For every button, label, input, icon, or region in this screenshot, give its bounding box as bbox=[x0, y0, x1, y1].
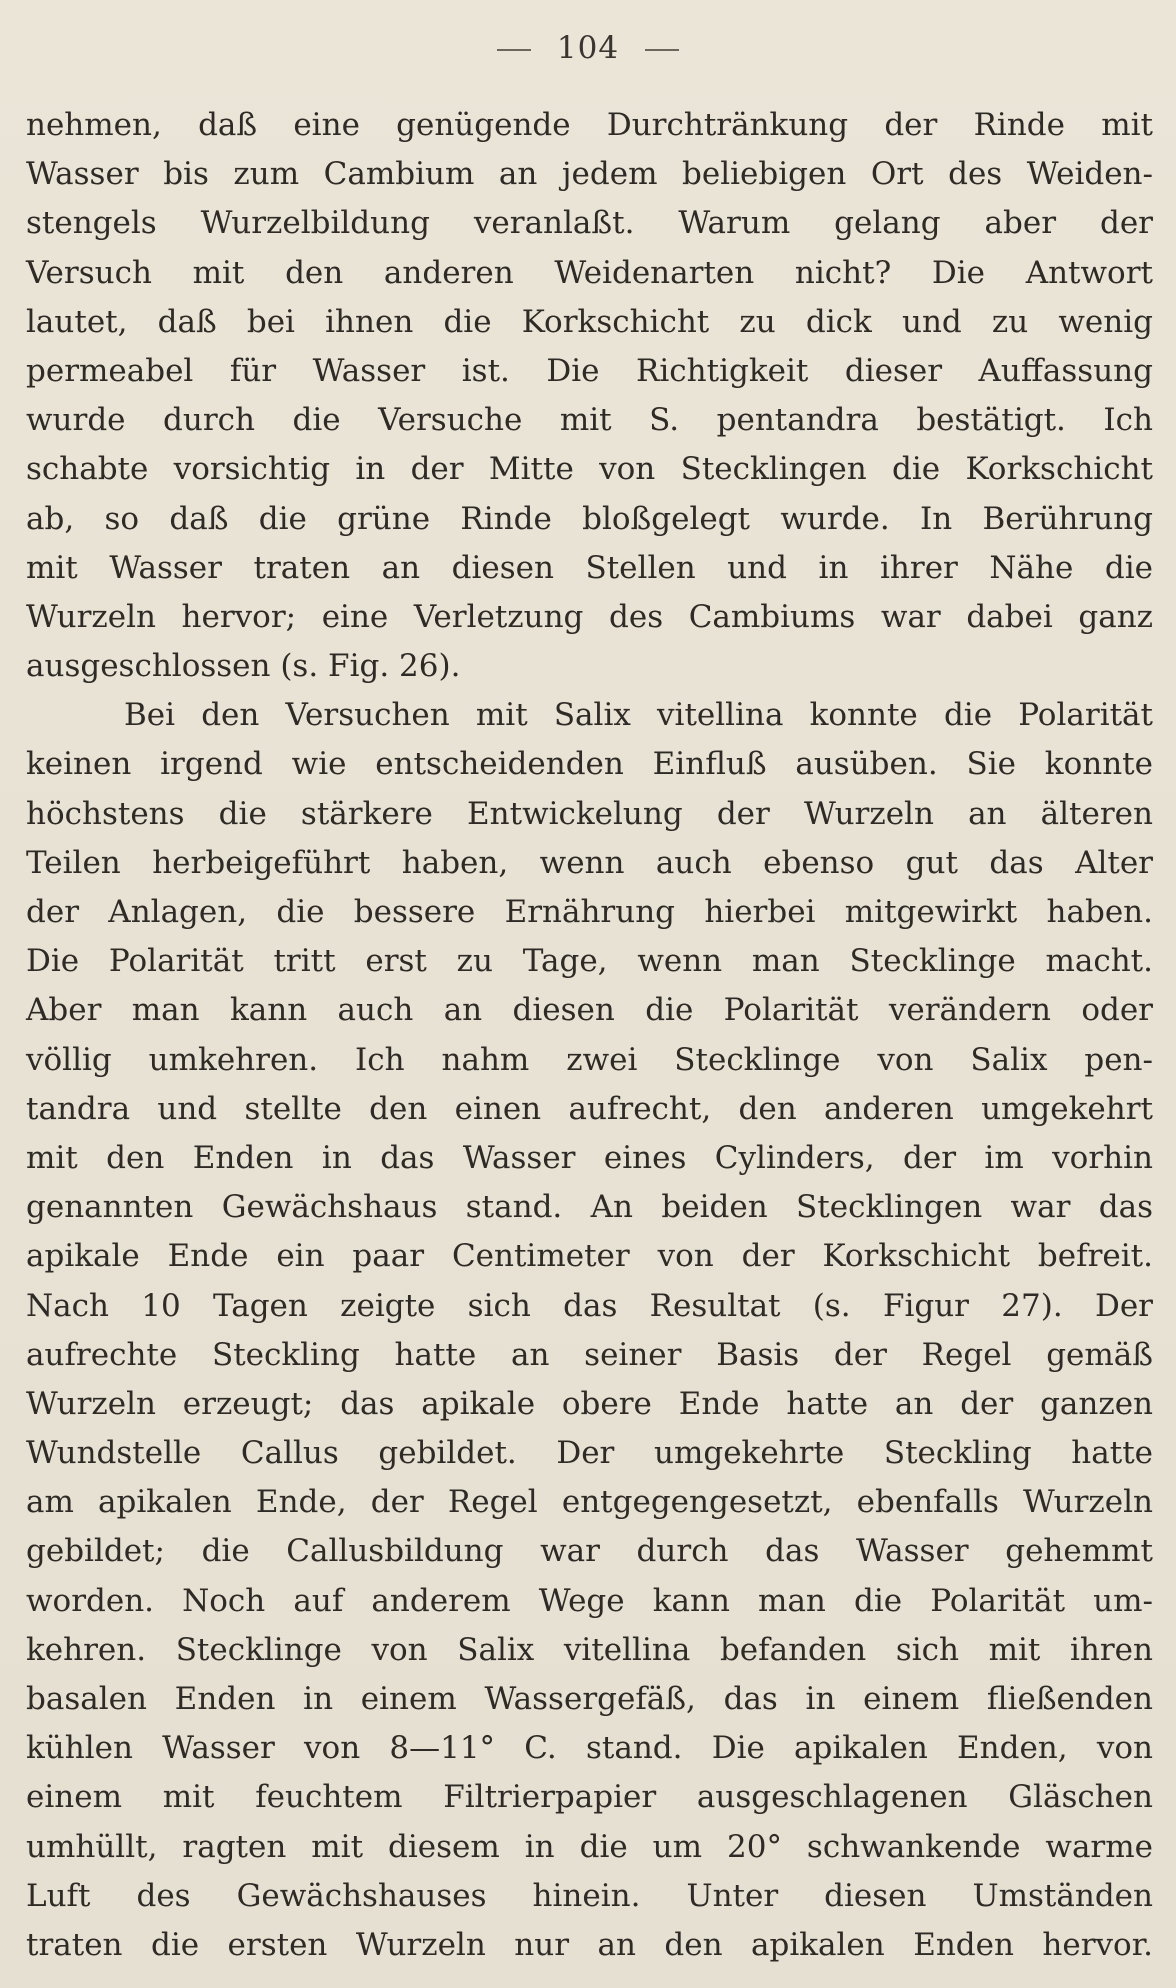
paragraph-start-line: Bei den Versuchen mit Salix vitellina konnte die Polarität bbox=[124, 697, 1153, 734]
text-line: Teilen herbeigeführt haben, wenn auch ebenso gut das Alter bbox=[26, 844, 1153, 881]
text-line: kehren. Stecklinge von Salix vitellina befanden sich mit ihren bbox=[26, 1631, 1153, 1668]
text-line: keinen irgend wie entscheidenden Einfluß ausüben. Sie konnte bbox=[26, 746, 1153, 783]
page-number bbox=[0, 30, 1176, 66]
text-line: traten die ersten Wurzeln nur an den apikalen Enden hervor. bbox=[26, 1926, 1153, 1963]
text-line: am apikalen Ende, der Regel entgegengesetzt, ebenfalls Wurzeln bbox=[26, 1484, 1153, 1521]
text-line: umhüllt, ragten mit diesem in die um 20° schwankende warme bbox=[26, 1828, 1153, 1865]
text-line: ab, so daß die grüne Rinde bloßgelegt wurde. In Berührung bbox=[26, 500, 1153, 537]
text-line: gebildet; die Callusbildung war durch das Wasser gehemmt bbox=[26, 1533, 1153, 1570]
paragraph-end-line: ausgeschlossen (s. Fig. 26). bbox=[26, 648, 461, 685]
text-line: Wasser bis zum Cambium an jedem beliebigen Ort des Weiden- bbox=[26, 156, 1153, 193]
text-line: lautet, daß bei ihnen die Korkschicht zu dick und zu wenig bbox=[26, 303, 1153, 340]
text-line: Wundstelle Callus gebildet. Der umgekehrte Steckling hatte bbox=[26, 1435, 1153, 1472]
text-line: Nach 10 Tagen zeigte sich das Resultat (s. Figur 27). Der bbox=[26, 1287, 1153, 1324]
text-line: der Anlagen, die bessere Ernährung hierbei mitgewirkt haben. bbox=[26, 894, 1153, 930]
page-number-value: 104 bbox=[556, 30, 620, 66]
text-line: stengels Wurzelbildung veranlaßt. Warum gelang aber der bbox=[26, 205, 1153, 242]
text-line: genannten Gewächshaus stand. An beiden Stecklingen war das bbox=[26, 1189, 1153, 1226]
text-line: Luft des Gewächshauses hinein. Unter diesen Umständen bbox=[26, 1877, 1153, 1914]
text-line: permeabel für Wasser ist. Die Richtigkeit dieser Auffassung bbox=[26, 352, 1153, 389]
text-line: Versuch mit den anderen Weidenarten nicht? Die Antwort bbox=[26, 254, 1153, 291]
text-line: nehmen, daß eine genügende Durchtränkung der Rinde mit bbox=[26, 107, 1153, 143]
text-line: Wurzeln hervor; eine Verletzung des Cambiums war dabei ganz bbox=[26, 598, 1153, 635]
text-line: Die Polarität tritt erst zu Tage, wenn man Stecklinge macht. bbox=[26, 943, 1153, 980]
text-line: einem mit feuchtem Filtrierpapier ausgeschlagenen Gläschen bbox=[26, 1779, 1153, 1816]
right-dash bbox=[645, 49, 679, 51]
left-dash bbox=[497, 49, 531, 51]
text-line: worden. Noch auf anderem Wege kann man die Polarität um- bbox=[26, 1582, 1153, 1619]
text-line: kühlen Wasser von 8—11° C. stand. Die apikalen Enden, von bbox=[26, 1730, 1153, 1767]
text-line: Wurzeln erzeugt; das apikale obere Ende hatte an der ganzen bbox=[26, 1385, 1153, 1422]
text-line: mit Wasser traten an diesen Stellen und in ihrer Nähe die bbox=[26, 549, 1153, 586]
text-line: höchstens die stärkere Entwickelung der Wurzeln an älteren bbox=[26, 795, 1153, 832]
text-line: apikale Ende ein paar Centimeter von der Korkschicht befreit. bbox=[26, 1238, 1153, 1275]
body-text bbox=[26, 101, 1153, 1970]
text-line: Aber man kann auch an diesen die Polarität verändern oder bbox=[26, 992, 1153, 1029]
text-line: mit den Enden in das Wasser eines Cylinders, der im vorhin bbox=[26, 1139, 1153, 1176]
text-line: schabte vorsichtig in der Mitte von Stecklingen die Korkschicht bbox=[26, 451, 1153, 488]
text-line: wurde durch die Versuche mit S. pentandra bestätigt. Ich bbox=[26, 402, 1153, 439]
text-line: aufrechte Steckling hatte an seiner Basis der Regel gemäß bbox=[26, 1336, 1153, 1373]
text-line: basalen Enden in einem Wassergefäß, das in einem fließenden bbox=[26, 1681, 1153, 1717]
text-line: tandra und stellte den einen aufrecht, den anderen umgekehrt bbox=[26, 1090, 1153, 1127]
text-line: völlig umkehren. Ich nahm zwei Stecklinge von Salix pen- bbox=[26, 1041, 1153, 1078]
